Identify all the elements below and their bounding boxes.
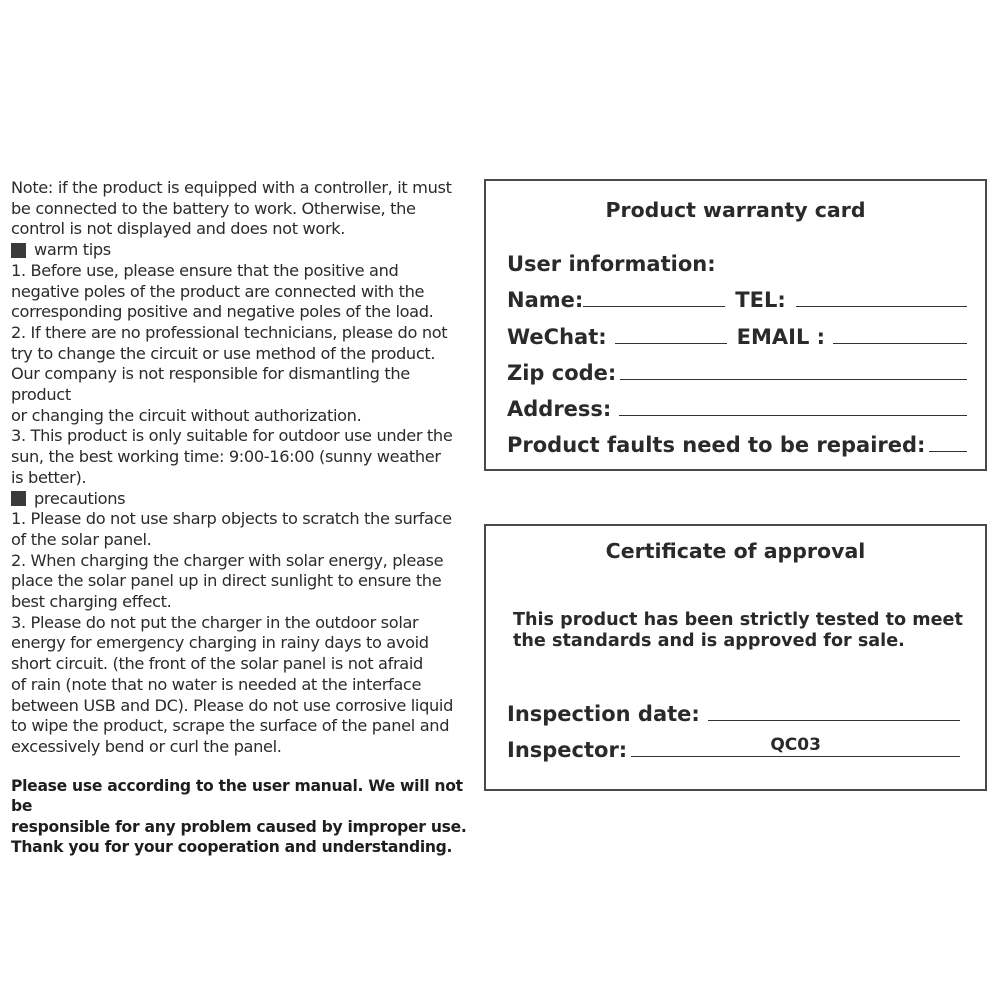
warm-tip-line: 3. This product is only suitable for outdoor use under the [11,426,453,446]
warm-tip-line: corresponding positive and negative poles of the load. [11,302,434,322]
inspection-date-field[interactable] [708,719,960,721]
warranty-card-title: Product warranty card [605,198,866,222]
warning-line: Thank you for your cooperation and understanding. [11,838,453,857]
faults-row [507,429,967,459]
note-line: be connected to the battery to work. Otherwise, the [11,198,416,218]
precautions-heading-label: precautions [34,488,126,508]
inspector-row [507,734,960,764]
zip-row [507,357,967,387]
precaution-line: 2. When charging the charger with solar energy, please [11,550,444,570]
certificate-statement [513,610,973,652]
warm-tips-heading [11,240,473,261]
address-label: Address: [507,397,612,421]
name-tel-row [507,284,967,314]
warm-tip-line: Our company is not responsible for dismantling the product [11,364,410,405]
precautions-heading [11,489,473,510]
wechat-field[interactable] [615,342,727,344]
name-label: Name: [507,288,584,312]
warm-tip-line: 2. If there are no professional technicians, please do not [11,322,448,342]
certificate-card [484,524,987,791]
precaution-line: between USB and DC). Please do not use corrosive liquid [11,695,453,715]
usage-warning [11,776,473,858]
faults-label: Product faults need to be repaired: [507,433,926,457]
note-line: control is not displayed and does not work. [11,219,346,239]
precaution-line: 3. Please do not put the charger in the outdoor solar [11,612,419,632]
address-field[interactable] [619,414,967,416]
note-line: Note: if the product is equipped with a controller, it must [11,178,452,197]
warm-tip-line: sun, the best working time: 9:00-16:00 (sunny weather [11,447,441,467]
warning-line: Please use according to the user manual. We will not be [11,776,463,816]
inspector-label: Inspector: [507,738,628,762]
inspector-value: QC03 [770,735,821,755]
precaution-line: excessively bend or curl the panel. [11,736,282,756]
precaution-line: of rain (note that no water is needed at the interface [11,674,422,694]
precaution-line: of the solar panel. [11,529,152,549]
certificate-title: Certificate of approval [605,539,866,563]
user-information-heading: User information: [507,252,716,276]
email-field[interactable] [833,342,967,344]
inspector-underline [631,755,960,757]
inspection-date-row [507,698,960,728]
warm-tip-line: negative poles of the product are connected with the [11,281,425,301]
inspector-field[interactable] [631,734,960,764]
wechat-label: WeChat: [507,325,607,349]
wechat-email-row [507,321,967,351]
certificate-line: the standards and is approved for sale. [513,631,905,651]
inspection-date-label: Inspection date: [507,702,700,726]
warm-tip-line: is better). [11,467,87,487]
warm-tip-line: try to change the circuit or use method of the product. [11,343,436,363]
certificate-line: This product has been strictly tested to meet [513,610,963,630]
precaution-line: to wipe the product, scrape the surface of the panel and [11,716,450,736]
address-row [507,393,967,423]
precaution-line: 1. Please do not use sharp objects to scratch the surface [11,509,452,529]
warm-tips-heading-label: warm tips [34,240,111,260]
precaution-line: energy for emergency charging in rainy days to avoid [11,633,429,653]
tel-field[interactable] [796,305,967,307]
precaution-line: place the solar panel up in direct sunlight to ensure the [11,571,442,591]
email-label: EMAIL : [736,325,826,349]
faults-field[interactable] [929,450,967,452]
warning-line: responsible for any problem caused by improper use. [11,817,467,836]
filled-square-icon [11,243,26,258]
precaution-line: best charging effect. [11,592,172,612]
precaution-line: short circuit. (the front of the solar panel is not afraid [11,654,423,674]
zip-code-field[interactable] [620,378,967,380]
name-field[interactable] [583,305,725,307]
tel-label: TEL: [735,288,786,312]
warm-tip-line: or changing the circuit without authorization. [11,405,362,425]
zip-code-label: Zip code: [507,361,617,385]
warm-tip-line: 1. Before use, please ensure that the positive and [11,260,399,280]
filled-square-icon [11,491,26,506]
warranty-card [484,179,987,471]
notes-section [11,178,473,858]
